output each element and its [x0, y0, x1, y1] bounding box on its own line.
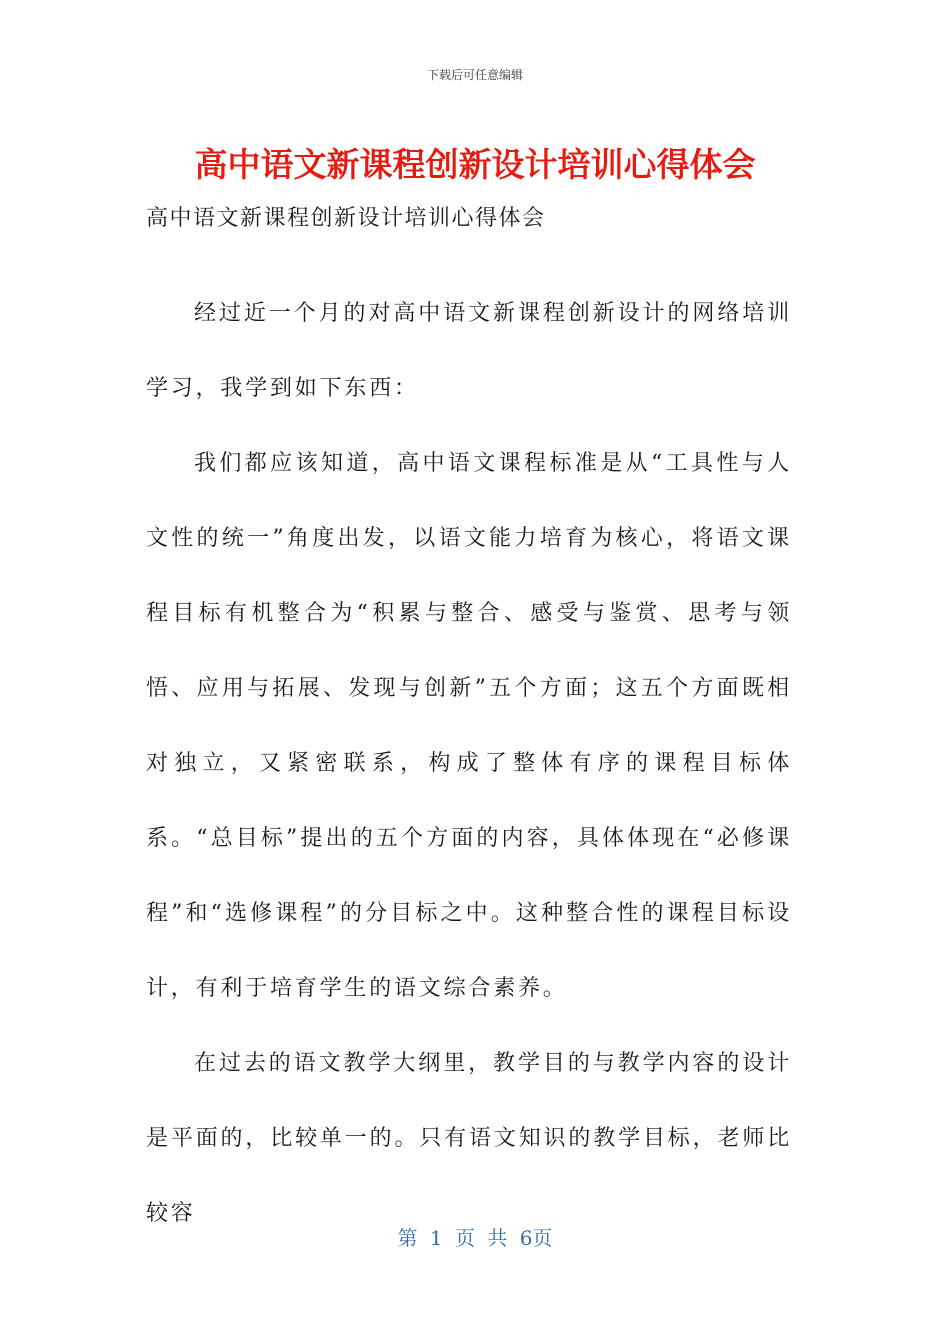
- paragraph-2: 我们都应该知道，高中语文课程标准是从“工具性与人文性的统一”角度出发，以语文能力培育为核心，将语文课程目标有机整合为“积累与整合、感受与鉴赏、思考与领悟、应用与拓展、发现与创新”五个方面；这五个方面既相对独立，又紧密联系，构成了整体有序的课程目标体系。“总目标”提出的五个方面的内容，具体体现在“必修课程”和“选修课程”的分目标之中。这种整合性的课程目标设计，有利于培育学生的语文综合素养。: [146, 451, 792, 1001]
- paragraph-3: 在过去的语文教学大纲里，教学目的与教学内容的设计是平面的，比较单一的。只有语文知识的教学目标，老师比较容: [146, 1051, 792, 1226]
- document-body: [146, 200, 792, 1251]
- document-subtitle: 高中语文新课程创新设计培训心得体会: [146, 206, 546, 231]
- paragraph-1: 经过近一个月的对高中语文新课程创新设计的网络培训学习，我学到如下东西：: [146, 301, 792, 401]
- page-header-note: 下载后可任意编辑: [426, 68, 523, 82]
- page-number: 第 1 页 共 6页: [397, 1226, 553, 1250]
- document-title: 高中语文新课程创新设计培训心得体会: [194, 145, 756, 184]
